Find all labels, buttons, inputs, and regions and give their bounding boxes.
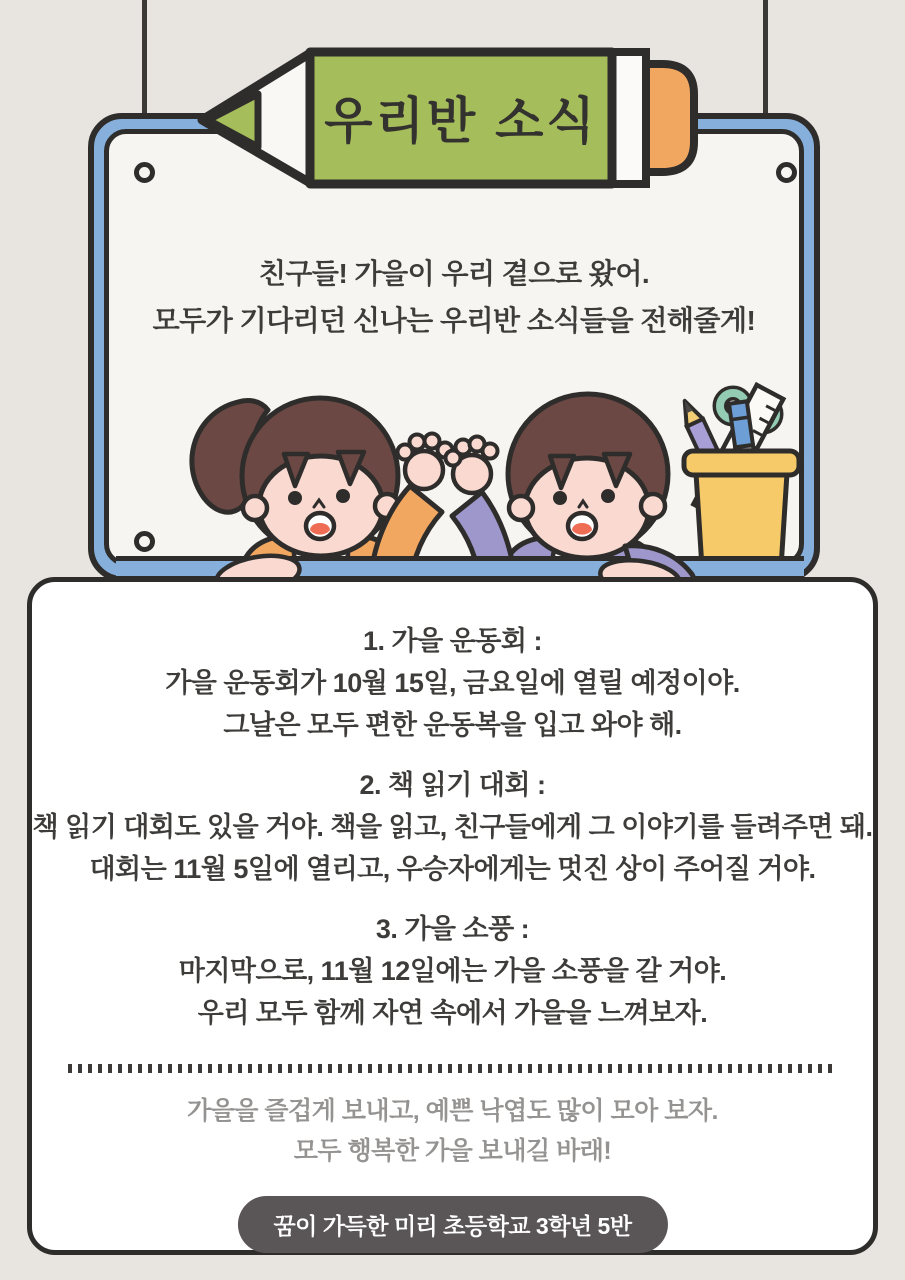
boy-eye-left <box>553 491 567 505</box>
footer-note <box>187 1091 718 1171</box>
intro-text-line-1: 친구들! 가을이 우리 곁으로 왔어. <box>258 258 650 289</box>
boy-ear-left <box>509 496 533 520</box>
boy-hand-fill <box>458 459 486 481</box>
boy-eye-right <box>601 489 615 503</box>
school-badge-label: 꿈이 가득한 미리 초등학교 3학년 5반 <box>273 1213 632 1239</box>
footer-note-line-2: 모두 행복한 가을 보내길 바래! <box>293 1137 612 1165</box>
announcement-card <box>27 577 878 1255</box>
intro-text-line-2: 모두가 기다리던 신나는 우리반 소식들을 전해줄게! <box>152 305 756 336</box>
section-line: 그날은 모두 편한 운동복을 입고 와야 해. <box>223 710 682 740</box>
girl-eye-right <box>336 489 350 503</box>
pencil-eraser <box>644 64 694 172</box>
girl-finger <box>410 435 425 450</box>
footer-note-line-1: 가을을 즐겁게 보내고, 예쁜 낙엽도 많이 모아 보자. <box>186 1097 718 1125</box>
board-screw-top-left <box>134 162 155 183</box>
section-line: 우리 모두 함께 자연 속에서 가을을 느껴보자. <box>197 998 708 1028</box>
school-badge <box>237 1196 667 1253</box>
section-reading-contest <box>33 764 873 890</box>
section-heading: 3. 가을 소풍 : <box>375 914 530 944</box>
cup-rim <box>684 451 799 475</box>
section-heading: 1. 가을 운동회 : <box>363 626 542 656</box>
hanging-string-left <box>142 0 147 118</box>
boy-finger <box>483 444 498 459</box>
section-line: 대회는 11월 5일에 열리고, 우승자에게는 멋진 상이 주어질 거야. <box>89 854 816 884</box>
girl-hand-fill <box>410 455 438 477</box>
intro-text <box>109 250 799 344</box>
section-line: 책 읽기 대회도 있을 거야. 책을 읽고, 친구들에게 그 이야기를 들려주면 돼. <box>32 812 873 842</box>
section-heading: 2. 책 읽기 대회 : <box>359 770 546 800</box>
cup-body <box>696 473 787 568</box>
pencil-banner-icon <box>194 42 704 194</box>
section-line: 가을 운동회가 10월 15일, 금요일에 열릴 예정이야. <box>165 668 740 698</box>
pencil-cup-icon <box>677 385 799 568</box>
section-line: 마지막으로, 11월 12일에는 가을 소풍을 갈 거야. <box>178 956 727 986</box>
girl-ear-left <box>243 496 267 520</box>
boy-ear-right <box>641 494 665 518</box>
banner-title: 우리반 소식 <box>324 93 598 149</box>
dotted-divider <box>68 1064 838 1073</box>
board-screw-top-right <box>776 162 797 183</box>
hanging-string-right <box>763 0 768 118</box>
section-sports-day <box>165 620 740 746</box>
section-fall-picnic <box>179 908 726 1034</box>
girl-eye-left <box>288 491 302 505</box>
classroom-illustration <box>80 340 840 590</box>
